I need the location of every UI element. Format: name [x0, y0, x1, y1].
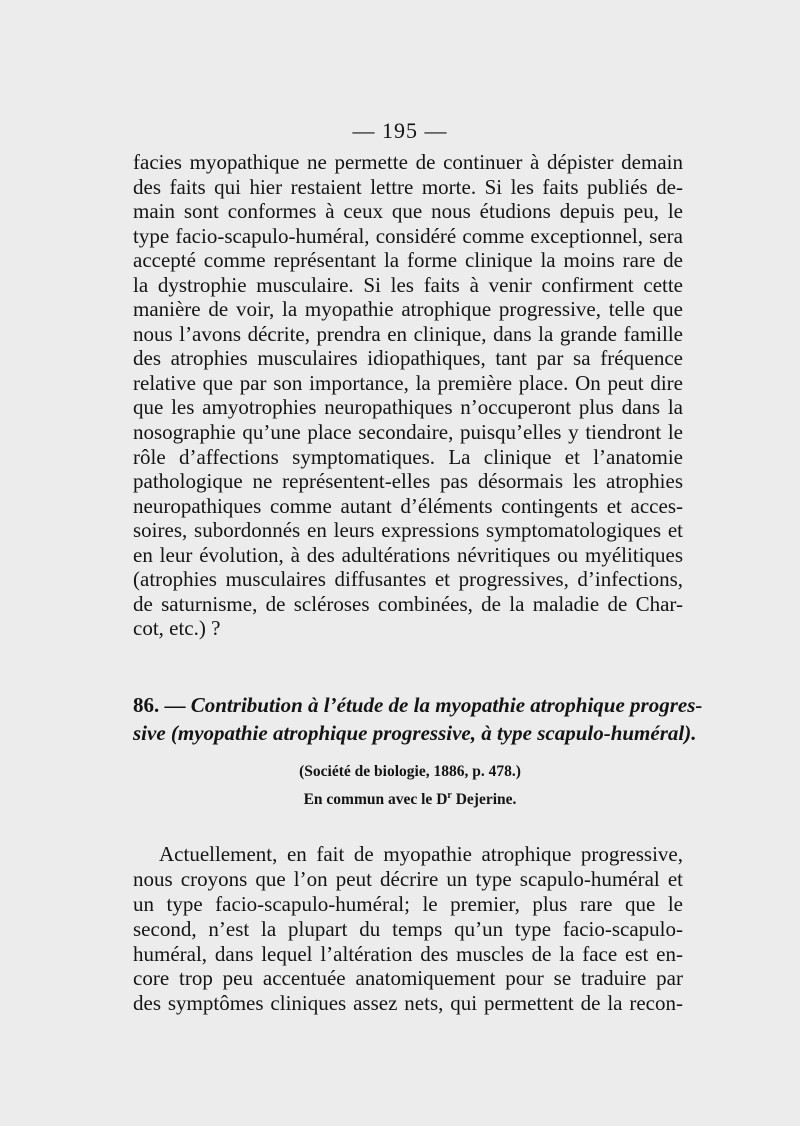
text-line: des symptômes cliniques assez nets, qui permettent de la recon-: [133, 991, 683, 1016]
text-line: type facio-scapulo-huméral, considéré comme exceptionnel, sera: [133, 223, 683, 248]
text-line: main sont conformes à ceux que nous étudions depuis peu, le: [133, 199, 683, 224]
coauthor-note: [10, 791, 800, 809]
section-title-line-1: [133, 691, 703, 719]
page-number: — 195 —: [352, 118, 448, 143]
text-line: soires, subordonnés en leurs expressions symptomatologiques et: [133, 518, 683, 543]
text-line: (atrophies musculaires diffusantes et progressives, d’infections,: [133, 567, 683, 592]
coauthor-prefix: En commun avec le D: [303, 791, 448, 808]
section-title-line-2: sive (myopathie atrophique progressive, à type scapulo-huméral).: [133, 721, 697, 745]
text-line: accepté comme représentant la forme clinique la moins rare de: [133, 248, 683, 273]
text-line: Actuellement, en fait de myopathie atrophique progressive,: [159, 842, 683, 866]
text-line: pathologique ne représentent-elles pas désormais les atrophies: [133, 469, 683, 494]
text-line: des atrophies musculaires idiopathiques, tant par sa fréquence: [133, 346, 683, 371]
text-line: de saturnisme, de scléroses combinées, de la maladie de Char-: [133, 591, 683, 616]
text-line: relative que par son importance, la première place. On peut dire: [133, 370, 683, 395]
text-line: des faits qui hier restaient lettre morte. Si les faits publiés de-: [133, 174, 683, 199]
text-line: la dystrophie musculaire. Si les faits à venir confirment cette: [133, 272, 683, 297]
coauthor-superscript: r: [447, 789, 452, 801]
text-line: core trop peu accentuée anatomiquement pour se traduire par: [133, 966, 683, 991]
text-line: manière de voir, la myopathie atrophique progressive, telle que: [133, 297, 683, 322]
section-number: 86. —: [133, 693, 186, 717]
text-line: nous l’avons décrite, prendra en clinique, dans la grande famille: [133, 321, 683, 346]
section-title-part-1: Contribution à l’étude de la myopathie atrophique progres-: [190, 693, 703, 717]
text-line: facies myopathique ne permette de continuer à dépister demain: [133, 150, 683, 174]
coauthor-suffix: Dejerine.: [451, 791, 517, 808]
text-line: en leur évolution, à des adultérations névritiques ou myélitiques: [133, 542, 683, 567]
source-citation: (Société de biologie, 1886, p. 478.): [299, 763, 521, 780]
text-line: que les amyotrophies neuropathiques n’occuperont plus dans la: [133, 395, 683, 420]
paragraph-3: [133, 842, 683, 1016]
section-heading: [133, 691, 703, 747]
text-line: nosographie qu’une place secondaire, puisqu’elles y tiendront le: [133, 420, 683, 445]
text-line: rôle d’affections symptomatiques. La clinique et l’anatomie: [133, 444, 683, 469]
text-line: neuropathiques comme autant d’éléments contingents et acces-: [133, 493, 683, 518]
text-line: second, n’est la plupart du temps qu’un type facio-scapulo-: [133, 916, 683, 941]
text-line: un type facio-scapulo-huméral; le premier, plus rare que le: [133, 891, 683, 916]
text-line: nous croyons que l’on peut décrire un type scapulo-huméral et: [133, 866, 683, 891]
text-line: cot, etc.) ?: [133, 616, 221, 641]
text-line: huméral, dans lequel l’altération des muscles de la face est en-: [133, 941, 683, 966]
paragraph-1: [133, 150, 683, 641]
